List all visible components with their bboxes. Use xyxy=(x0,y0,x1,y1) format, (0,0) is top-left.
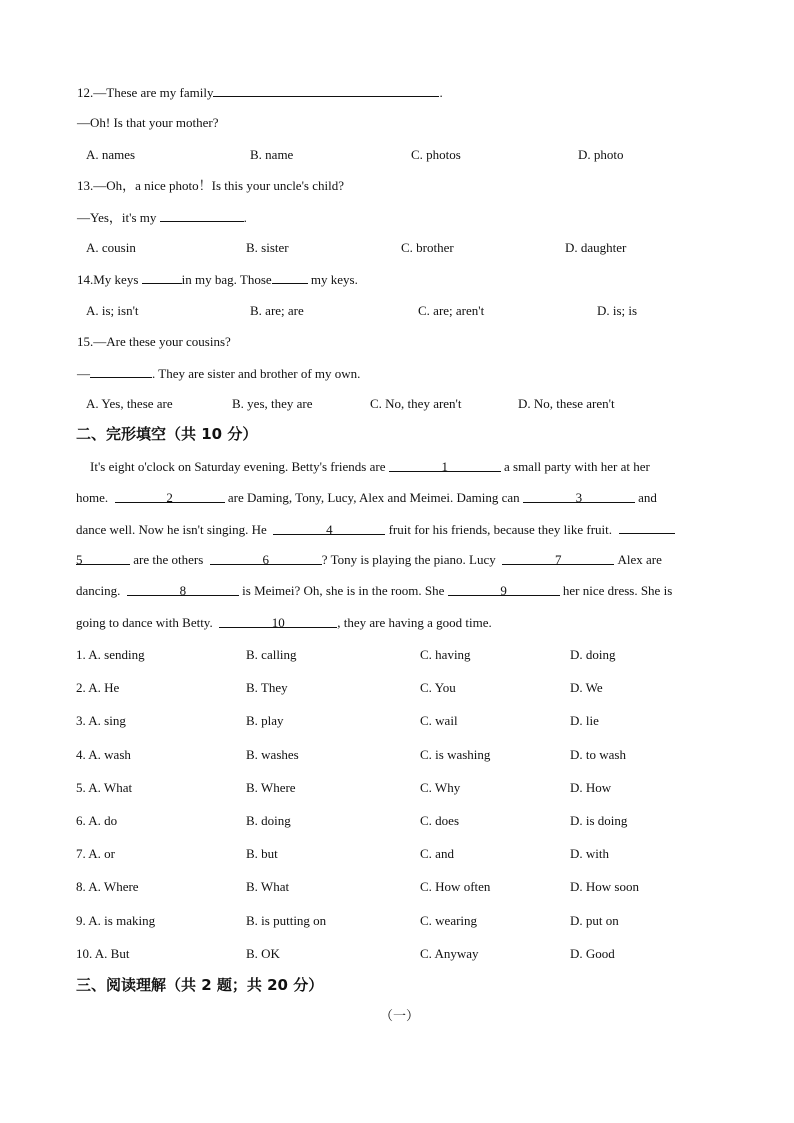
section-3-subheading: （一） xyxy=(380,1008,420,1023)
passage-text: fruit for his friends, because they like fruit. xyxy=(388,522,613,537)
passage-text: ? Tony is playing the piano. Lucy xyxy=(321,552,496,567)
cloze-item-5-option-c[interactable]: C. Why xyxy=(420,780,461,795)
passage-text: a small party with her at her xyxy=(503,459,650,474)
passage-line-1 xyxy=(90,459,650,475)
option-b[interactable]: B. are; are xyxy=(250,303,304,318)
cloze-item-10-option-b[interactable]: B. OK xyxy=(246,946,280,961)
cloze-blank-6[interactable] xyxy=(210,552,322,565)
cloze-item-8-option-a[interactable]: 8. A. Where xyxy=(76,879,139,894)
question-15-reply xyxy=(77,365,360,382)
cloze-blank-7[interactable] xyxy=(502,552,614,565)
question-15-reply-prefix: — xyxy=(77,366,90,381)
question-14-part1: 14.My keys xyxy=(77,272,139,287)
option-c[interactable]: C. photos xyxy=(411,147,461,162)
passage-text: dancing. xyxy=(76,583,121,598)
option-d[interactable]: D. is; is xyxy=(597,303,638,318)
cloze-item-5-option-a[interactable]: 5. A. What xyxy=(76,780,133,795)
cloze-item-6-option-a[interactable]: 6. A. do xyxy=(76,813,118,828)
blank-number: 3 xyxy=(575,490,583,505)
cloze-blank-10[interactable] xyxy=(219,615,337,628)
blank-number: 8 xyxy=(179,583,187,598)
passage-text: , they are having a good time. xyxy=(337,615,492,630)
option-a[interactable]: A. cousin xyxy=(86,240,136,255)
blank-number: 4 xyxy=(326,522,333,537)
passage-text: home. xyxy=(76,490,109,505)
cloze-item-9-option-c[interactable]: C. wearing xyxy=(420,913,478,928)
cloze-item-2-option-a[interactable]: 2. A. He xyxy=(76,680,120,695)
question-14-part3: my keys. xyxy=(310,272,358,287)
option-b[interactable]: B. name xyxy=(250,147,294,162)
cloze-item-5-option-d[interactable]: D. How xyxy=(570,780,612,795)
cloze-item-1-option-b[interactable]: B. calling xyxy=(246,647,297,662)
passage-text: It's eight o'clock on Saturday evening. Betty's friends are xyxy=(90,459,386,474)
option-d[interactable]: D. daughter xyxy=(565,240,627,255)
option-d[interactable]: D. photo xyxy=(578,147,624,162)
cloze-item-2-option-d[interactable]: D. We xyxy=(570,680,603,695)
cloze-blank-3[interactable] xyxy=(523,490,635,503)
passage-text: and xyxy=(638,490,657,505)
cloze-blank-2[interactable] xyxy=(115,490,225,503)
question-14 xyxy=(77,271,358,288)
cloze-item-4-option-c[interactable]: C. is washing xyxy=(420,747,491,762)
passage-line-3 xyxy=(76,521,675,538)
blank-number: 6 xyxy=(262,552,270,567)
question-12-prefix: 12.—These are my family xyxy=(77,85,214,100)
cloze-item-7-option-b[interactable]: B. but xyxy=(246,846,278,861)
blank-number: 1 xyxy=(441,459,448,474)
passage-line-2 xyxy=(76,490,657,506)
answer-blank[interactable] xyxy=(142,271,182,284)
passage-line-5 xyxy=(76,583,672,599)
cloze-item-4-option-a[interactable]: 4. A. wash xyxy=(76,747,131,762)
question-15-reply-suffix: . They are sister and brother of my own. xyxy=(152,366,361,381)
question-12-reply: —Oh! Is that your mother? xyxy=(77,115,219,130)
question-13-reply-prefix: —Yes，it's my xyxy=(77,210,157,225)
section-3-heading: 三、阅读理解（共 2 题；共 20 分） xyxy=(76,976,324,994)
cloze-item-5-option-b[interactable]: B. Where xyxy=(246,780,296,795)
question-12 xyxy=(77,84,443,101)
blank-number: 7 xyxy=(555,552,562,567)
cloze-blank-8[interactable] xyxy=(127,583,239,596)
option-d[interactable]: D. No, these aren't xyxy=(518,396,615,411)
cloze-item-9-option-a[interactable]: 9. A. is making xyxy=(76,913,156,928)
cloze-blank-4[interactable] xyxy=(273,522,385,535)
passage-line-6 xyxy=(76,615,492,631)
cloze-blank-5[interactable] xyxy=(76,552,130,565)
question-14-part2: in my bag. Those xyxy=(181,272,272,287)
cloze-item-3-option-a[interactable]: 3. A. sing xyxy=(76,713,126,728)
answer-blank[interactable] xyxy=(90,365,152,378)
passage-line-4 xyxy=(76,552,662,568)
answer-blank[interactable] xyxy=(213,84,439,97)
passage-text: is Meimei? Oh, she is in the room. She xyxy=(242,583,445,598)
option-a[interactable]: A. Yes, these are xyxy=(86,396,173,411)
option-b[interactable]: B. sister xyxy=(246,240,289,255)
passage-text: are the others xyxy=(133,552,204,567)
cloze-item-6-option-d[interactable]: D. is doing xyxy=(570,813,628,828)
cloze-item-6-option-c[interactable]: C. does xyxy=(420,813,459,828)
question-15: 15.—Are these your cousins? xyxy=(77,334,231,349)
cloze-item-2-option-c[interactable]: C. You xyxy=(420,680,456,695)
cloze-item-3-option-d[interactable]: D. lie xyxy=(570,713,599,728)
option-b[interactable]: B. yes, they are xyxy=(232,396,313,411)
cloze-item-8-option-d[interactable]: D. How soon xyxy=(570,879,639,894)
blank-number: 10 xyxy=(271,615,285,630)
cloze-blank-5-start[interactable] xyxy=(619,521,675,534)
question-13-reply xyxy=(77,209,247,226)
cloze-blank-9[interactable] xyxy=(448,583,560,596)
cloze-item-10-option-a[interactable]: 10. A. But xyxy=(76,946,130,961)
blank-number: 2 xyxy=(166,490,173,505)
cloze-item-8-option-b[interactable]: B. What xyxy=(246,879,290,894)
passage-text: are Daming, Tony, Lucy, Alex and Meimei. Daming can xyxy=(227,490,520,505)
passage-text: going to dance with Betty. xyxy=(76,615,213,630)
cloze-item-3-option-b[interactable]: B. play xyxy=(246,713,284,728)
cloze-item-9-option-b[interactable]: B. is putting on xyxy=(246,913,327,928)
question-13-reply-suffix: . xyxy=(243,210,247,225)
section-2-heading: 二、完形填空（共 10 分） xyxy=(76,425,258,443)
answer-blank[interactable] xyxy=(160,209,244,222)
passage-text: her nice dress. She is xyxy=(562,583,673,598)
passage-text: dance well. Now he isn't singing. He xyxy=(76,522,267,537)
blank-number: 5 xyxy=(76,552,83,567)
cloze-item-1-option-a[interactable]: 1. A. sending xyxy=(76,647,145,662)
cloze-item-7-option-c[interactable]: C. and xyxy=(420,846,454,861)
cloze-item-10-option-d[interactable]: D. Good xyxy=(570,946,615,961)
option-a[interactable]: A. is; isn't xyxy=(86,303,139,318)
cloze-item-1-option-c[interactable]: C. having xyxy=(420,647,471,662)
cloze-item-2-option-b[interactable]: B. They xyxy=(246,680,288,695)
answer-blank[interactable] xyxy=(272,271,308,284)
option-a[interactable]: A. names xyxy=(86,147,136,162)
option-c[interactable]: C. No, they aren't xyxy=(370,396,462,411)
option-c[interactable]: C. brother xyxy=(401,240,454,255)
cloze-item-9-option-d[interactable]: D. put on xyxy=(570,913,619,928)
cloze-item-6-option-b[interactable]: B. doing xyxy=(246,813,291,828)
cloze-item-4-option-b[interactable]: B. washes xyxy=(246,747,299,762)
cloze-blank-1[interactable] xyxy=(389,459,501,472)
question-13: 13.—Oh，a nice photo！Is this your uncle's child? xyxy=(77,178,344,193)
question-12-suffix: . xyxy=(439,85,443,100)
cloze-item-7-option-d[interactable]: D. with xyxy=(570,846,609,861)
cloze-item-1-option-d[interactable]: D. doing xyxy=(570,647,616,662)
cloze-item-3-option-c[interactable]: C. wail xyxy=(420,713,458,728)
cloze-item-10-option-c[interactable]: C. Anyway xyxy=(420,946,479,961)
passage-text: Alex are xyxy=(617,552,662,567)
blank-number: 9 xyxy=(500,583,507,598)
option-c[interactable]: C. are; aren't xyxy=(418,303,485,318)
cloze-item-4-option-d[interactable]: D. to wash xyxy=(570,747,626,762)
cloze-item-8-option-c[interactable]: C. How often xyxy=(420,879,491,894)
cloze-item-7-option-a[interactable]: 7. A. or xyxy=(76,846,115,861)
